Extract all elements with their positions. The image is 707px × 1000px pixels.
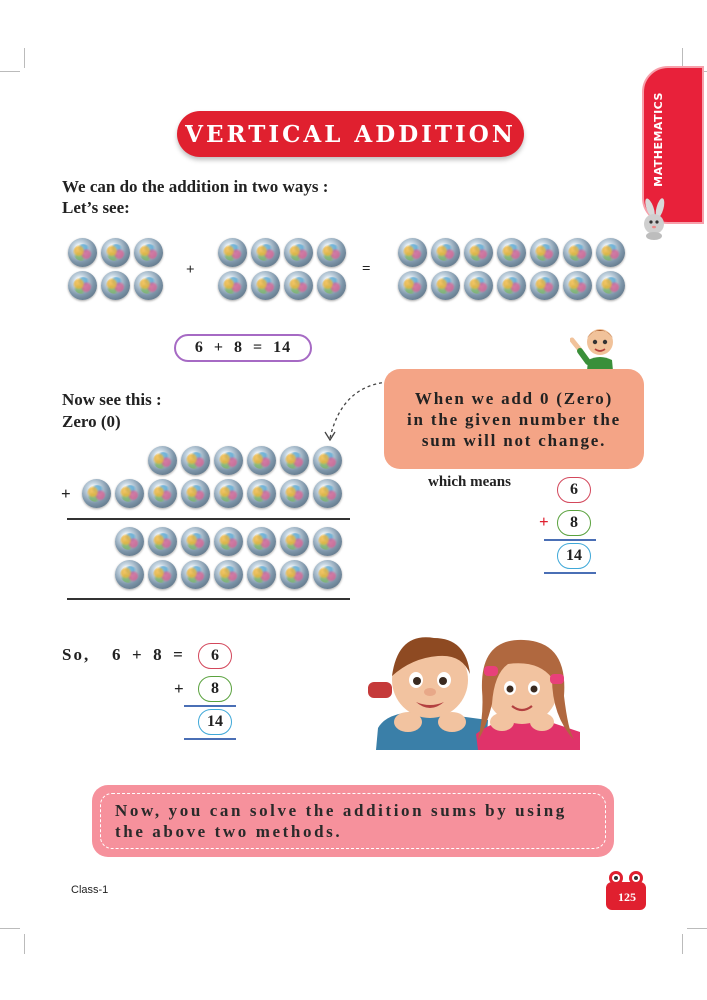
bubble-icon (464, 271, 493, 300)
so-label: So, (62, 645, 91, 664)
class-label: Class-1 (71, 884, 109, 896)
plus-sign: + (539, 512, 549, 531)
equals-sign: = (362, 261, 371, 277)
bubble-icon (563, 238, 592, 267)
bubble-icon (247, 446, 276, 475)
page-number: 125 (618, 890, 636, 904)
bubble-icon (214, 560, 243, 589)
bubble-icon (148, 560, 177, 589)
bunny-icon (634, 198, 674, 242)
bubble-icon (68, 271, 97, 300)
sum-line-bottom (67, 598, 350, 600)
bubble-icon (398, 238, 427, 267)
now-see-this: Now see this : (62, 390, 162, 409)
bubble-icon (251, 271, 280, 300)
bubble-icon (115, 527, 144, 556)
bubble-icon (148, 479, 177, 508)
page-title: VERTICAL ADDITION (177, 111, 524, 157)
bubble-icon (101, 271, 130, 300)
so-sum-result: 14 (198, 709, 232, 735)
sum-line (544, 572, 596, 574)
plus-sign: + (61, 484, 71, 503)
dashed-arrow (322, 376, 392, 446)
sum-line-top (67, 518, 350, 520)
bubble-icon (148, 446, 177, 475)
bubble-icon (530, 238, 559, 267)
bubble-icon (596, 238, 625, 267)
bubble-icon (497, 271, 526, 300)
bubble-icon (280, 479, 309, 508)
bubble-icon (596, 271, 625, 300)
addend-top: 6 (557, 477, 591, 503)
crop-mark (687, 928, 707, 929)
bubble-icon (214, 479, 243, 508)
bubble-icon (181, 446, 210, 475)
tip-line-2: in the given number the (407, 409, 621, 429)
zero-label: Zero (0) (62, 412, 121, 431)
bubble-icon (431, 271, 460, 300)
so-expression: 6 + 8 = (112, 645, 184, 664)
crop-mark (24, 48, 25, 68)
bubble-icon (280, 560, 309, 589)
bubble-icon (134, 238, 163, 267)
bubble-icon (214, 527, 243, 556)
crop-mark (682, 934, 683, 954)
sum-result: 14 (557, 543, 591, 569)
bubble-icon (134, 271, 163, 300)
sum-line (544, 539, 596, 541)
bubble-icon (181, 560, 210, 589)
bubble-icon (181, 527, 210, 556)
tip-line-1: When we add 0 (Zero) (414, 388, 614, 408)
bubble-icon (101, 238, 130, 267)
plus-sign: + (174, 679, 184, 698)
crop-mark (0, 71, 20, 72)
tip-line-3: sum will not change. (421, 430, 607, 450)
subject-tab-label: MATHEMATICS (651, 91, 665, 187)
bubble-icon (115, 479, 144, 508)
intro-line-1: We can do the addition in two ways : (62, 177, 329, 196)
plus-sign: + (186, 262, 195, 278)
bubble-icon (284, 238, 313, 267)
crop-mark (0, 928, 20, 929)
bubble-icon (313, 527, 342, 556)
bubble-icon (247, 479, 276, 508)
crop-mark (24, 934, 25, 954)
bubble-icon (563, 271, 592, 300)
sum-line (184, 738, 236, 740)
kids-illustration (368, 624, 582, 750)
bubble-icon (280, 446, 309, 475)
sum-line (184, 705, 236, 707)
bubble-icon (68, 238, 97, 267)
bubble-icon (497, 238, 526, 267)
which-means-label: which means (428, 474, 511, 490)
bubble-icon (218, 238, 247, 267)
bubble-icon (214, 446, 243, 475)
bubble-icon (148, 527, 177, 556)
bubble-icon (398, 271, 427, 300)
bubble-icon (313, 479, 342, 508)
note-line-1: Now, you can solve the addition sums by using (115, 801, 567, 820)
equation-pill (174, 334, 312, 362)
note-line-2: the above two methods. (115, 822, 343, 841)
equation-text: 6 + 8 = 14 (194, 339, 292, 356)
so-addend-top: 6 (198, 643, 232, 669)
bubble-icon (530, 271, 559, 300)
bubble-icon (251, 238, 280, 267)
crop-mark (682, 48, 683, 68)
intro-line-2: Let’s see: (62, 198, 130, 217)
bubble-icon (313, 446, 342, 475)
bubble-icon (284, 271, 313, 300)
bubble-icon (82, 479, 111, 508)
bubble-icon (317, 271, 346, 300)
bubble-icon (218, 271, 247, 300)
bubble-icon (313, 560, 342, 589)
bubble-icon (181, 479, 210, 508)
addend-bottom: 8 (557, 510, 591, 536)
bubble-icon (317, 238, 346, 267)
bubble-icon (247, 560, 276, 589)
bubble-icon (431, 238, 460, 267)
bubble-icon (280, 527, 309, 556)
bubble-icon (115, 560, 144, 589)
bubble-icon (464, 238, 493, 267)
note-inner (100, 793, 606, 849)
bubble-icon (247, 527, 276, 556)
tip-box (384, 369, 644, 469)
so-addend-bottom: 8 (198, 676, 232, 702)
